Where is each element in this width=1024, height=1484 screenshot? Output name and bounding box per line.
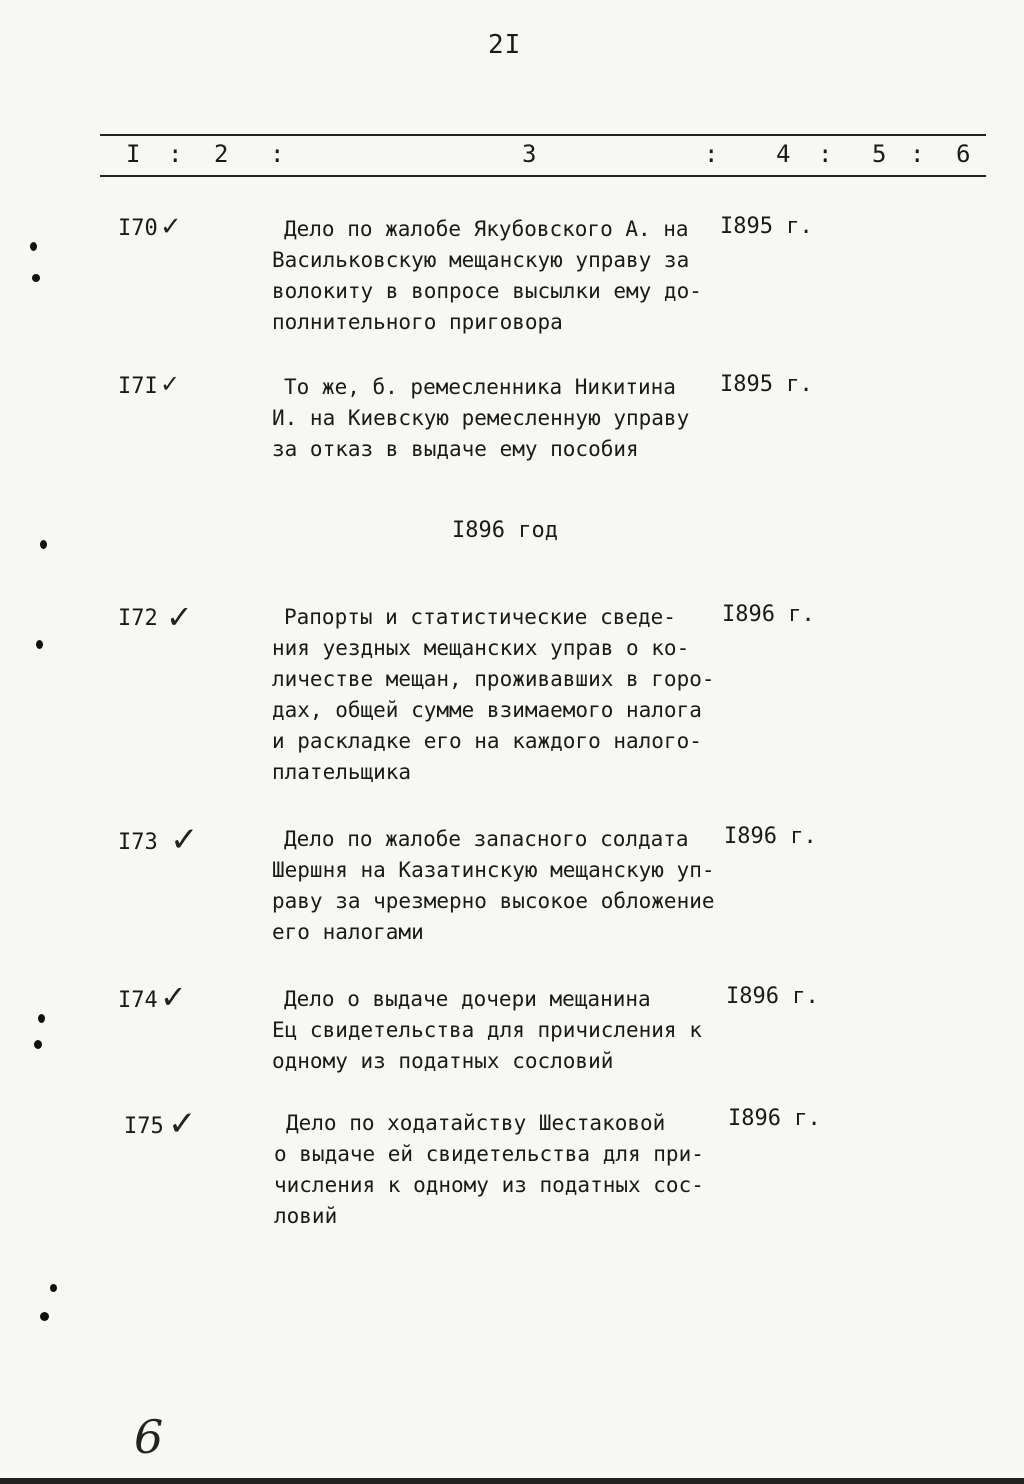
description-line: числения к одному из податных сос- (274, 1173, 704, 1197)
description-line: за отказ в выдаче ему пособия (272, 437, 639, 461)
entry-description (272, 214, 732, 338)
page-number: 2I (488, 30, 522, 60)
binding-hole-mark (50, 1284, 57, 1292)
entry-number: I73 (118, 830, 158, 855)
entry-year: I896 г. (726, 984, 819, 1009)
description-line: И. на Киевскую ремесленную управу (272, 406, 690, 430)
column-separator: : (910, 140, 925, 168)
entry-year: I895 г. (720, 372, 813, 397)
binding-hole-mark (30, 242, 37, 251)
header-rule-top (100, 134, 986, 136)
checkmark-icon: ✓ (168, 1104, 197, 1144)
column-header-5: 5 (872, 140, 887, 168)
checkmark-icon: ✓ (160, 978, 187, 1016)
entry-description (272, 372, 732, 465)
column-header-2: 2 (214, 140, 229, 168)
description-line: Шершня на Казатинскую мещанскую уп- (272, 858, 715, 882)
entry-number: I72 (118, 606, 158, 631)
checkmark-icon: ✓ (170, 820, 199, 860)
column-separator: : (704, 140, 719, 168)
description-line: Дело о выдаче дочери мещанина (284, 987, 651, 1011)
column-separator: : (168, 140, 183, 168)
description-line: и раскладке его на каждого налого- (272, 729, 702, 753)
entry-description (274, 1108, 734, 1232)
entry-number: I7I (118, 374, 158, 399)
entry-description (272, 984, 732, 1077)
description-line: его налогами (272, 920, 424, 944)
checkmark-icon: ✓ (166, 598, 193, 636)
description-line: Рапорты и статистические сведе- (284, 605, 676, 629)
column-header-4: 4 (776, 140, 791, 168)
checkmark-icon: ✓ (160, 212, 182, 242)
entry-year: I896 г. (724, 824, 817, 849)
description-line: волокиту в вопросе высылки ему до- (272, 279, 702, 303)
description-line: одному из податных сословий (272, 1049, 614, 1073)
binding-hole-mark (34, 1040, 42, 1049)
description-line: полнительного приговора (272, 310, 563, 334)
description-line: о выдаче ей свидетельства для при- (274, 1142, 704, 1166)
description-line: Ец свидетельства для причисления к (272, 1018, 702, 1042)
description-line: ловий (274, 1204, 338, 1228)
description-line: Дело по жалобе запасного солдата (284, 827, 689, 851)
entry-number: I74 (118, 988, 158, 1013)
section-title: I896 год (452, 518, 558, 543)
checkmark-icon: ✓ (160, 370, 181, 398)
binding-hole-mark (32, 274, 40, 282)
entry-number: I75 (124, 1114, 164, 1139)
entry-year: I895 г. (720, 214, 813, 239)
description-line: ния уездных мещанских управ о ко- (272, 636, 690, 660)
description-line: плательщика (272, 760, 412, 784)
column-header-1: I (126, 140, 141, 168)
description-line: Васильковскую мещанскую управу за (272, 248, 690, 272)
column-separator: : (270, 140, 285, 168)
binding-hole-mark (40, 540, 47, 549)
binding-hole-mark (36, 640, 43, 649)
column-header-6: 6 (956, 140, 971, 168)
entry-description (272, 824, 732, 948)
entry-year: I896 г. (728, 1106, 821, 1131)
description-line: личестве мещан, проживавших в горо- (272, 667, 715, 691)
description-line: Дело по ходатайству Шестаковой (286, 1111, 666, 1135)
column-header-3: 3 (522, 140, 537, 168)
description-line: дах, общей сумме взимаемого налога (272, 698, 702, 722)
handwritten-mark: 6 (134, 1410, 164, 1464)
entry-year: I896 г. (722, 602, 815, 627)
description-line: раву за чрезмерно высокое обложение (272, 889, 715, 913)
entry-description (272, 602, 732, 788)
entry-number: I70 (118, 216, 158, 241)
page-bottom-edge (0, 1478, 1024, 1484)
header-rule-bottom (100, 175, 986, 177)
column-separator: : (818, 140, 833, 168)
binding-hole-mark (38, 1014, 45, 1023)
description-line: То же, б. ремесленника Никитина (284, 375, 676, 399)
binding-hole-mark (40, 1312, 49, 1321)
description-line: Дело по жалобе Якубовского А. на (284, 217, 689, 241)
